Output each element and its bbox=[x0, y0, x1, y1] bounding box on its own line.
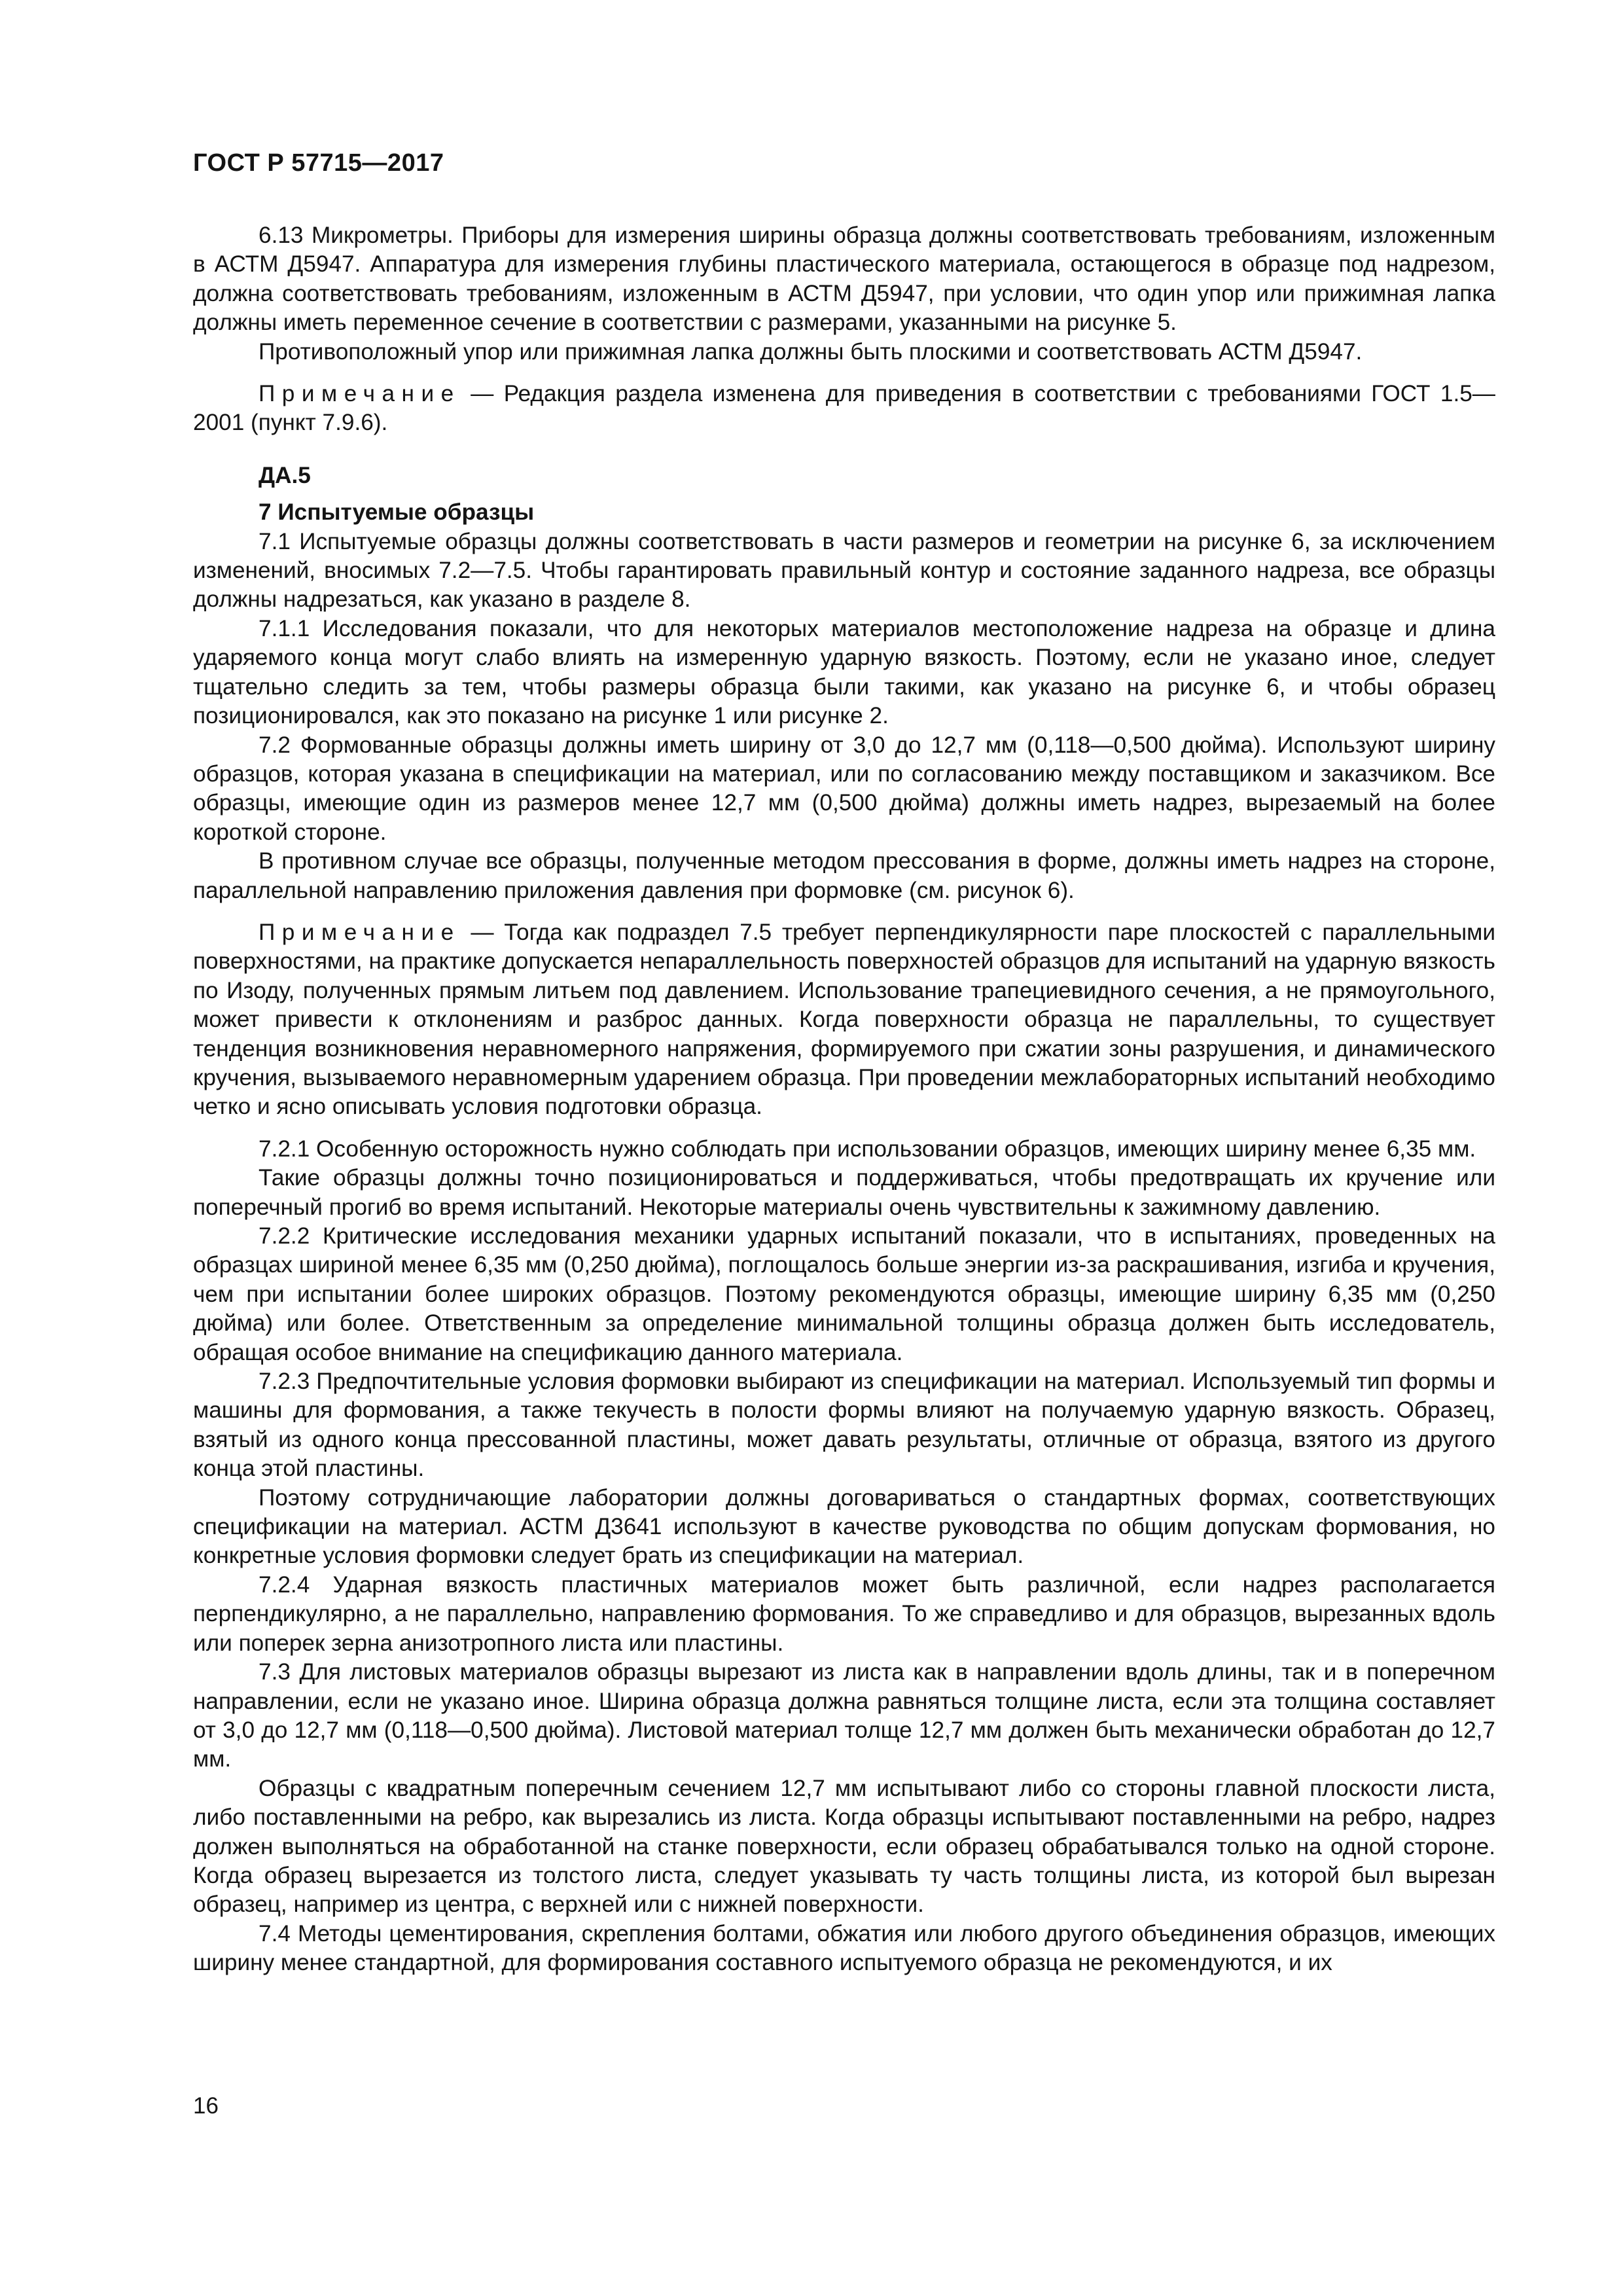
paragraph-7-4: 7.4 Методы цементирования, скрепления болтами, обжатия или любого другого объединения образцов, имеющих ширину менее стандартной, для формирования составного испытуемого образца не рекомендуются, и их bbox=[193, 1920, 1495, 1976]
paragraph-6-13-continued: Противоположный упор или прижимная лапка должны быть плоскими и соответствовать АСТМ Д5947. bbox=[259, 338, 1363, 365]
page-number: 16 bbox=[193, 2093, 219, 2119]
paragraph-7-2-4: 7.2.4 Ударная вязкость пластичных материалов может быть различной, если надрез располагается перпендикулярно, а не параллельно, направлению формования. То же справедливо и для образцов, вырезанных вдоль или поперек зерна анизотропного листа или пластины. bbox=[193, 1571, 1495, 1656]
paragraph-7-3-continued: Образцы с квадратным поперечным сечением 12,7 мм испытывают либо со стороны главной плоскости листа, либо поставленными на ребро, как вырезались из листа. Когда образцы испытывают поставленными на ребро, надрез должен выполняться на обработанной на станке поверхности, если образец обрабатывался только на одной стороне. Когда образец вырезается из толстого листа, следует указывать ту часть толщины листа, из которой был вырезан образец, например из центра, с верхней или с нижней поверхности. bbox=[193, 1775, 1495, 1918]
paragraph-7-2: 7.2 Формованные образцы должны иметь ширину от 3,0 до 12,7 мм (0,118—0,500 дюйма). Используют ширину образцов, которая указана в спецификации на материал, или по согласованию между поставщиком и заказчиком. Все образцы, имеющие один из размеров менее 12,7 мм (0,500 дюйма) должны иметь надрез, вырезаемый на более короткой стороне. bbox=[193, 732, 1495, 845]
paragraph-7-3: 7.3 Для листовых материалов образцы вырезают из листа как в направлении вдоль длины, так и в поперечном направлении, если не указано иное. Ширина образца должна равняться толщине листа, если эта толщина составляет от 3,0 до 12,7 мм (0,118—0,500 дюйма). Листовой материал толще 12,7 мм должен быть механически обработан до 12,7 мм. bbox=[193, 1659, 1495, 1772]
section-title: 7 Испытуемые образцы bbox=[259, 499, 535, 526]
note-1-text: — Редакция раздела изменена для приведения в соответствии с требованиями ГОСТ 1.5—2001 (пункт 7.9.6). bbox=[193, 381, 1495, 436]
document-body bbox=[193, 221, 1495, 1978]
paragraph-7-1-1: 7.1.1 Исследования показали, что для некоторых материалов местоположение надреза на образце и длина ударяемого конца могут слабо влиять на измеренную ударную вязкость. Поэтому, если не указано иное, следует тщательно следить за тем, чтобы размеры образца были такими, как указано на рисунке 6, и чтобы образец позиционировался, как это показано на рисунке 1 или рисунке 2. bbox=[193, 615, 1495, 729]
paragraph-7-2-continued: В противном случае все образцы, полученные методом прессования в форме, должны иметь надрез на стороне, параллельной направлению приложения давления при формовке (см. рисунок 6). bbox=[193, 848, 1495, 903]
document-code-header: ГОСТ Р 57715—2017 bbox=[193, 149, 444, 177]
paragraph-7-2-3-continued: Поэтому сотрудничающие лаборатории должны договариваться о стандартных формах, соответствующих спецификации на материал. АСТМ Д3641 используют в качестве руководства по общим допускам формования, но конкретные условия формовки следует брать из спецификации на материал. bbox=[193, 1484, 1495, 1569]
note-1-label: Примечание bbox=[259, 381, 461, 407]
paragraph-6-13: 6.13 Микрометры. Приборы для измерения ширины образца должны соответствовать требованиям, изложенным в АСТМ Д5947. Аппаратура для измерения глубины пластического материала, остающегося в образце под надрезом, должна соответствовать требованиям, изложенным в АСТМ Д5947, при условии, что один упор или прижимная лапка должны иметь переменное сечение в соответствии с размерами, указанными на рисунке 5. bbox=[193, 223, 1495, 336]
note-2 bbox=[193, 918, 1495, 1122]
paragraph-7-2-3: 7.2.3 Предпочтительные условия формовки выбирают из спецификации на материал. Используемый тип формы и машины для формования, а также текучесть в полости формы влияют на получаемую ударную вязкость. Образец, взятый из одного конца прессованной пластины, может давать результаты, отличные от образца, взятого из другого конца этой пластины. bbox=[193, 1369, 1495, 1482]
paragraph-7-2-1-continued: Такие образцы должны точно позиционироваться и поддерживаться, чтобы предотвращать их кручение или поперечный прогиб во время испытаний. Некоторые материалы очень чувствительны к зажимному давлению. bbox=[193, 1165, 1495, 1220]
paragraph-7-2-1: 7.2.1 Особенную осторожность нужно соблюдать при использовании образцов, имеющих ширину менее 6,35 мм. bbox=[259, 1136, 1476, 1162]
note-1 bbox=[193, 380, 1495, 438]
section-code: ДА.5 bbox=[259, 462, 311, 488]
note-2-text: — Тогда как подраздел 7.5 требует перпендикулярности паре плоскостей с параллельными поверхностями, на практике допускается непараллельность поверхностей образцов для испытаний на ударную вязкость по Изоду, полученных прямым литьем под давлением. Использование трапециевидного сечения, а не прямоугольного, может привести к отклонениям и разброс данных. Когда поверхности образца не параллельны, то существует тенденция возникновения неравномерного напряжения, формируемого при сжатии зоны разрушения, и динамического кручения, вызываемого неравномерным ударением образца. При проведении межлабораторных испытаний необходимо четко и ясно описывать условия подготовки образца. bbox=[193, 919, 1495, 1120]
paragraph-7-1: 7.1 Испытуемые образцы должны соответствовать в части размеров и геометрии на рисунке 6, за исключением изменений, вносимых 7.2—7.5. Чтобы гарантировать правильный контур и состояние заданного надреза, все образцы должны надрезаться, как указано в разделе 8. bbox=[193, 528, 1495, 613]
paragraph-7-2-2: 7.2.2 Критические исследования механики ударных испытаний показали, что в испытаниях, проведенных на образцах шириной менее 6,35 мм (0,250 дюйма), поглощалось больше энергии из-за раскрашивания, изгиба и кручения, чем при испытании более широких образцов. Поэтому рекомендуются образцы, имеющие ширину 6,35 мм (0,250 дюйма) или более. Ответственным за определение минимальной толщины образца должен быть исследователь, обращая особое внимание на спецификацию данного материала. bbox=[193, 1223, 1495, 1365]
note-2-label: Примечание bbox=[259, 919, 461, 945]
